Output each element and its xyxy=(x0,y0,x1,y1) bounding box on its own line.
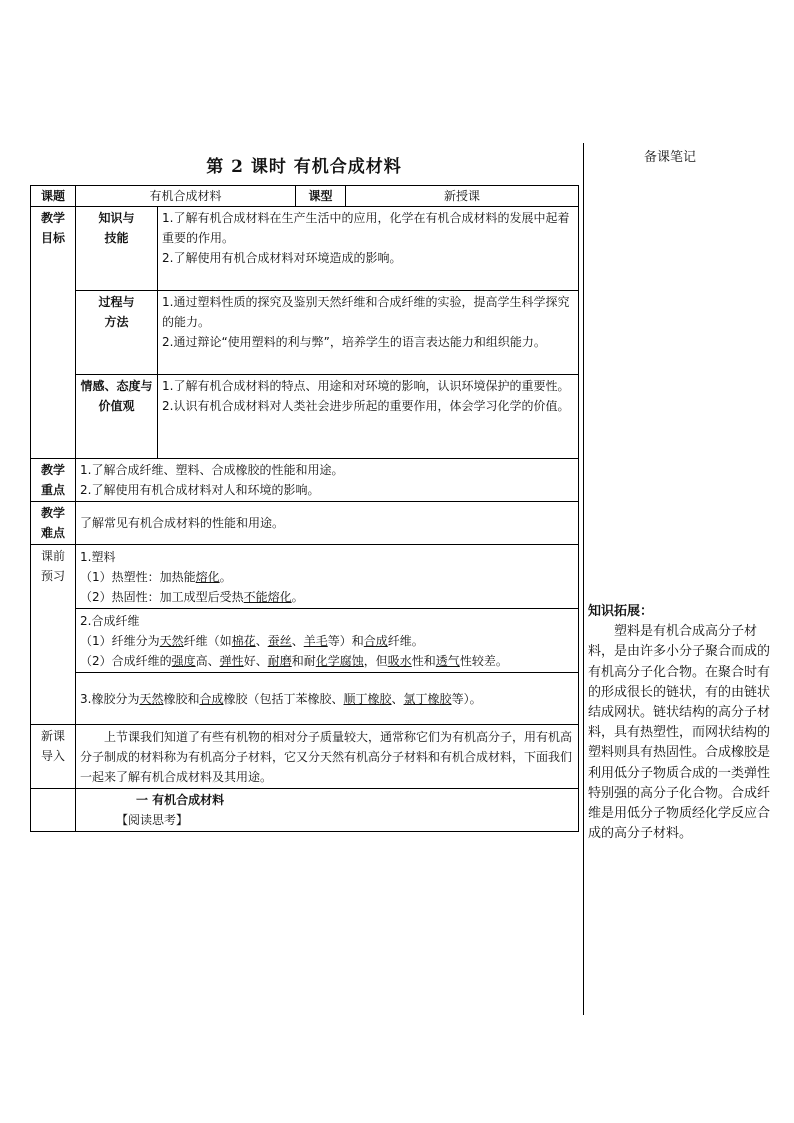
text-segment: 纤维（如 xyxy=(183,633,232,648)
text-segment: 等）。 xyxy=(451,691,482,706)
text-segment: 好、 xyxy=(243,653,268,668)
intro-label-text: 新课导入 xyxy=(40,729,65,763)
text-segment: （2）热固性：加工成型后受热 xyxy=(80,589,244,604)
knowledge-extension-body: 塑料是有机合成高分子材料，是由许多小分子聚合而成的有机高分子化合物。在聚合时有的形成很长的链状，有的由链状结成网状。链状结构的高分子材料，具有热塑性，而网状结构的塑料则具有热固性。合成橡胶是利用低分子物质合成的一类弹性特别强的高分子化合物。合成纤维是用低分子物质经化学反应合成的高分子材料。 xyxy=(588,624,771,842)
text-segment: 高、 xyxy=(195,653,220,668)
difficulties-label-text: 教学难点 xyxy=(40,506,65,540)
text-segment: 3.橡胶分为 xyxy=(80,691,140,706)
objective-knowledge-line-1: 1.了解有机合成材料在生产生活中的应用，化学在有机合成材料的发展中起着重要的作用。 xyxy=(162,211,570,245)
blank-answer: 羊毛 xyxy=(303,633,328,648)
difficulties-row xyxy=(31,502,579,545)
knowledge-extension xyxy=(588,602,774,844)
page-title: 第 2 课时 有机合成材料 xyxy=(206,157,402,177)
objective-row-process xyxy=(31,291,579,375)
blank-answer: 天然 xyxy=(139,691,164,706)
objective-knowledge-content xyxy=(158,207,579,291)
blank-answer: 强度 xyxy=(171,653,196,668)
blank-answer: 棉花 xyxy=(231,633,256,648)
objective-row-knowledge xyxy=(31,207,579,291)
preview-row-fiber xyxy=(31,609,579,673)
text-segment: （1）纤维分为 xyxy=(80,633,160,648)
lesson-plan-table xyxy=(30,185,579,832)
objective-emotion-label xyxy=(76,375,158,459)
text-segment: 。 xyxy=(219,569,232,584)
blank-answer: 透气 xyxy=(435,653,460,668)
text-segment: 、 xyxy=(391,691,404,706)
text-segment: 、 xyxy=(291,633,304,648)
blank-answer: 顺丁橡胶 xyxy=(343,691,392,706)
blank-answer: 不能熔化 xyxy=(243,589,292,604)
topic-row xyxy=(31,186,579,207)
section-content xyxy=(76,789,579,832)
preview-fiber-line-1 xyxy=(80,631,574,651)
text-segment: 等）和 xyxy=(327,633,364,648)
knowledge-extension-title: 知识拓展： xyxy=(588,604,654,619)
preview-fiber-line-2 xyxy=(80,651,574,671)
blank-answer: 化学腐蚀 xyxy=(315,653,364,668)
objective-process-line-2: 2.通过辩论“使用塑料的利与弊”，培养学生的语言表达能力和组织能力。 xyxy=(162,335,546,349)
intro-text: 上节课我们知道了有些有机物的相对分子质量较大，通常称它们为有机高分子，用有机高分子制成的材料称为有机高分子材料，它又分天然有机高分子材料和有机合成材料，下面我们一起来了解有机合成材料及其用途。 xyxy=(80,729,573,784)
text-segment: 纤维。 xyxy=(387,633,424,648)
preview-plastic-line-2 xyxy=(80,587,574,607)
text-segment: ，但 xyxy=(363,653,388,668)
objective-emotion-content xyxy=(158,375,579,459)
blank-answer: 熔化 xyxy=(195,569,220,584)
reading-heading: 【阅读思考】 xyxy=(116,813,189,827)
objective-process-label xyxy=(76,291,158,375)
topic-value: 有机合成材料 xyxy=(76,186,296,207)
text-segment: 橡胶（包括丁苯橡胶、 xyxy=(223,691,344,706)
preview-rubber xyxy=(76,673,579,725)
preview-fiber-title: 2.合成纤维 xyxy=(80,613,140,628)
difficulties-label xyxy=(31,502,76,545)
objective-process-line-1: 1.通过塑料性质的探究及鉴别天然纤维和合成纤维的实验，提高学生科学探究的能力。 xyxy=(162,295,570,329)
key-point-2: 2.了解使用有机合成材料对人和环境的影响。 xyxy=(80,483,320,497)
blank-answer: 蚕丝 xyxy=(267,633,292,648)
blank-answer: 合成 xyxy=(199,691,224,706)
intro-label xyxy=(31,725,76,789)
blank-answer: 氯丁橡胶 xyxy=(403,691,452,706)
blank-answer: 耐磨 xyxy=(267,653,292,668)
text-segment: 、 xyxy=(255,633,268,648)
objective-knowledge-line-2: 2.了解使用有机合成材料对环境造成的影响。 xyxy=(162,251,402,265)
preview-rubber-line xyxy=(80,689,574,709)
blank-answer: 合成 xyxy=(363,633,388,648)
key-points-content xyxy=(76,459,579,502)
key-points-row xyxy=(31,459,579,502)
text-segment: （1）热塑性：加热能 xyxy=(80,569,196,584)
preview-plastic-line-1 xyxy=(80,567,574,587)
objective-knowledge-label-text: 知识与技能 xyxy=(98,211,135,245)
objective-process-label-text: 过程与方法 xyxy=(98,295,135,329)
topic-label: 课题 xyxy=(31,186,76,207)
text-segment: （2）合成纤维的 xyxy=(80,653,172,668)
key-points-label xyxy=(31,459,76,502)
objectives-label xyxy=(31,207,76,459)
blank-answer: 吸水 xyxy=(387,653,412,668)
section-heading: 一 有机合成材料 xyxy=(136,793,225,807)
text-segment: 性和 xyxy=(411,653,436,668)
objective-row-emotion xyxy=(31,375,579,459)
preview-plastic-title: 1.塑料 xyxy=(80,549,116,564)
text-segment: 和耐 xyxy=(291,653,316,668)
blank-answer: 弹性 xyxy=(219,653,244,668)
intro-row xyxy=(31,725,579,789)
key-point-1: 1.了解合成纤维、塑料、合成橡胶的性能和用途。 xyxy=(80,463,344,477)
notes-header: 备课笔记 xyxy=(643,150,696,165)
objectives-label-text: 教学目标 xyxy=(40,211,65,245)
objective-emotion-label-text: 情感、态度与价值观 xyxy=(80,379,153,413)
text-segment: 。 xyxy=(291,589,304,604)
type-value: 新授课 xyxy=(346,186,579,207)
preview-row-plastic xyxy=(31,545,579,609)
key-points-label-text: 教学重点 xyxy=(40,463,65,497)
notes-divider xyxy=(583,143,584,1015)
intro-content xyxy=(76,725,579,789)
objective-emotion-line-2: 2.认识有机合成材料对人类社会进步所起的重要作用，体会学习化学的价值。 xyxy=(162,399,570,413)
type-label: 课型 xyxy=(296,186,346,207)
difficulties-content: 了解常见有机合成材料的性能和用途。 xyxy=(76,502,579,545)
objective-knowledge-label xyxy=(76,207,158,291)
preview-plastic xyxy=(76,545,579,609)
blank-answer: 天然 xyxy=(159,633,184,648)
preview-label-text: 课前预习 xyxy=(40,549,65,583)
text-segment: 性较差。 xyxy=(459,653,508,668)
objective-process-content xyxy=(158,291,579,375)
text-segment: 橡胶和 xyxy=(163,691,200,706)
preview-row-rubber xyxy=(31,673,579,725)
preview-fiber xyxy=(76,609,579,673)
section-label-empty xyxy=(31,789,76,832)
objective-emotion-line-1: 1.了解有机合成材料的特点、用途和对环境的影响，认识环境保护的重要性。 xyxy=(162,379,570,393)
preview-label xyxy=(31,545,76,725)
section-row xyxy=(31,789,579,832)
